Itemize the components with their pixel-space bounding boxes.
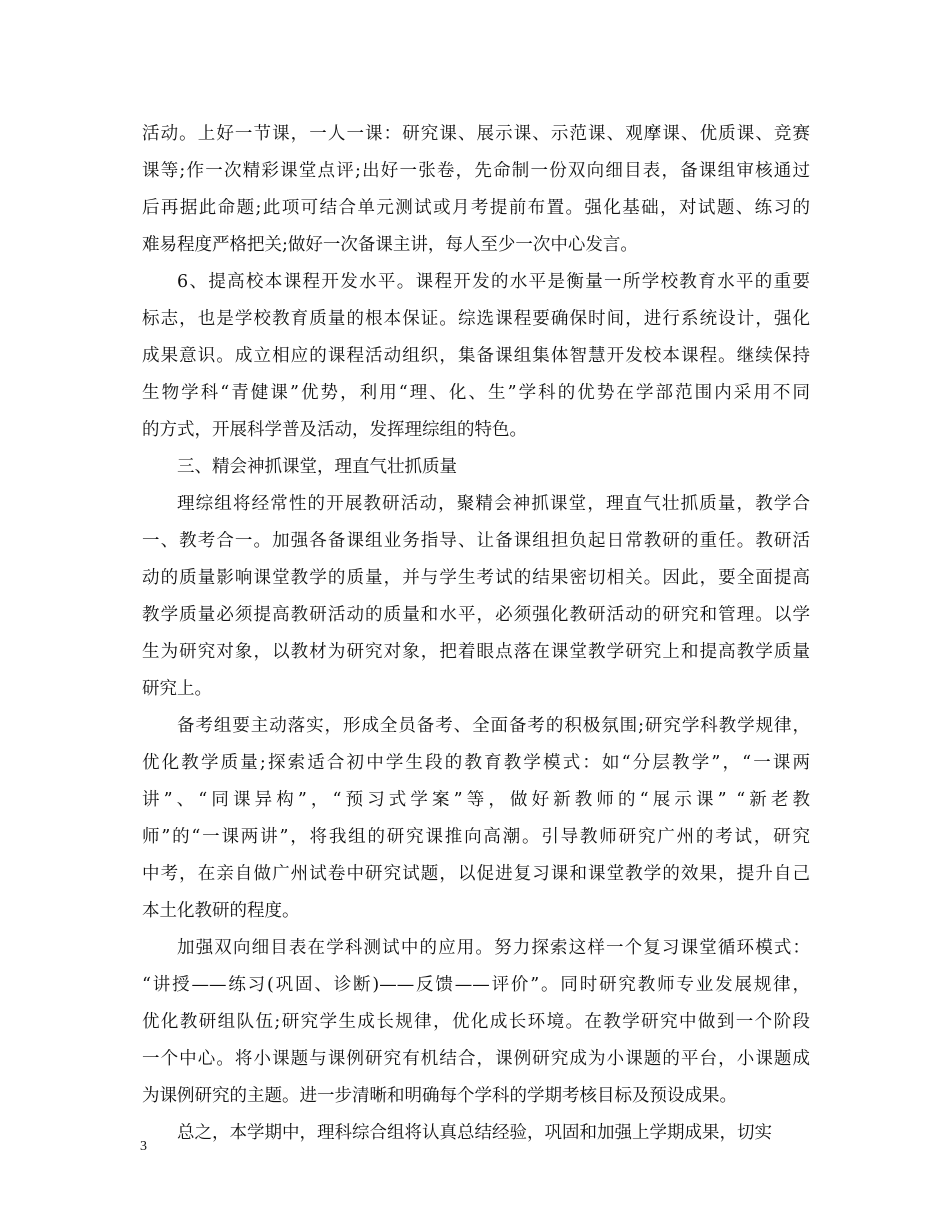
paragraph (142, 930, 810, 1115)
text-line: 生物学科“青健课”优势，利用“理、化、生”学科的优势在学部范围内采用不同 (142, 383, 810, 403)
text-line: 中考，在亲自做广州试卷中研究试题，以促进复习课和课堂教学的效果，提升自己 (142, 864, 810, 884)
document-body (142, 116, 810, 1152)
text-line: 课等;作一次精彩课堂点评;出好一张卷，先命制一份双向细目表，备课组审核通过 (142, 161, 810, 181)
text-line: 动的质量影响课堂教学的质量，并与学生考试的结果密切相关。因此，要全面提高 (142, 568, 810, 588)
text-line: 三、精会神抓课堂，理直气壮抓质量 (177, 457, 457, 477)
paragraph (142, 1115, 810, 1152)
text-line: 教学质量必须提高教研活动的质量和水平，必须强化教研活动的研究和管理。以学 (142, 605, 810, 625)
text-line: “讲授——练习(巩固、诊断)——反馈——评价”。同时研究教师专业发展规律， (142, 975, 810, 995)
page-number: 3 (140, 1139, 147, 1154)
text-line: 加强双向细目表在学科测试中的应用。努力探索这样一个复习课堂循环模式： (177, 938, 810, 958)
paragraph (142, 708, 810, 930)
text-line: 6、提高校本课程开发水平。课程开发的水平是衡量一所学校教育水平的重要 (177, 272, 810, 292)
text-line: 师”的“一课两讲”，将我组的研究课推向高潮。引导教师研究广州的考试，研究 (142, 827, 810, 847)
text-line: 成果意识。成立相应的课程活动组织，集备课组集体智慧开发校本课程。继续保持 (142, 346, 810, 366)
text-line: 生为研究对象，以教材为研究对象，把着眼点落在课堂教学研究上和提高教学质量 (142, 642, 810, 662)
text-line: 的方式，开展科学普及活动，发挥理综组的特色。 (142, 420, 527, 440)
text-line: 一、教考合一。加强各备课组业务指导、让备课组担负起日常教研的重任。教研活 (142, 531, 810, 551)
text-line: 活动。上好一节课，一人一课：研究课、展示课、示范课、观摩课、优质课、竞赛 (142, 124, 810, 144)
text-line: 优化教学质量;探索适合初中学生段的教育教学模式：如“分层教学”，“一课两 (142, 753, 810, 773)
text-line: 标志，也是学校教育质量的根本保证。综选课程要确保时间，进行系统设计，强化 (142, 309, 810, 329)
text-line: 讲”、“同课异构”，“预习式学案”等，做好新教师的“展示课” “新老教 (142, 790, 810, 810)
text-line: 后再据此命题;此项可结合单元测试或月考提前布置。强化基础，对试题、练习的 (142, 198, 810, 218)
text-line: 研究上。 (142, 679, 212, 699)
text-line: 一个中心。将小课题与课例研究有机结合，课例研究成为小课题的平台，小课题成 (142, 1049, 810, 1069)
paragraph (142, 264, 810, 449)
text-line: 总之，本学期中，理科综合组将认真总结经验，巩固和加强上学期成果，切实 (177, 1123, 772, 1143)
text-line: 为课例研究的主题。进一步清晰和明确每个学科的学期考核目标及预设成果。 (142, 1086, 737, 1106)
text-line: 备考组要主动落实，形成全员备考、全面备考的积极氛围;研究学科教学规律， (177, 716, 810, 736)
text-line: 理综组将经常性的开展教研活动，聚精会神抓课堂，理直气壮抓质量，教学合 (177, 494, 810, 514)
paragraph (142, 449, 810, 486)
paragraph (142, 116, 810, 264)
text-line: 难易程度严格把关;做好一次备课主讲，每人至少一次中心发言。 (142, 235, 638, 255)
text-line: 本土化教研的程度。 (142, 901, 300, 921)
paragraph (142, 486, 810, 708)
text-line: 优化教研组队伍;研究学生成长规律，优化成长环境。在教学研究中做到一个阶段 (142, 1012, 810, 1032)
